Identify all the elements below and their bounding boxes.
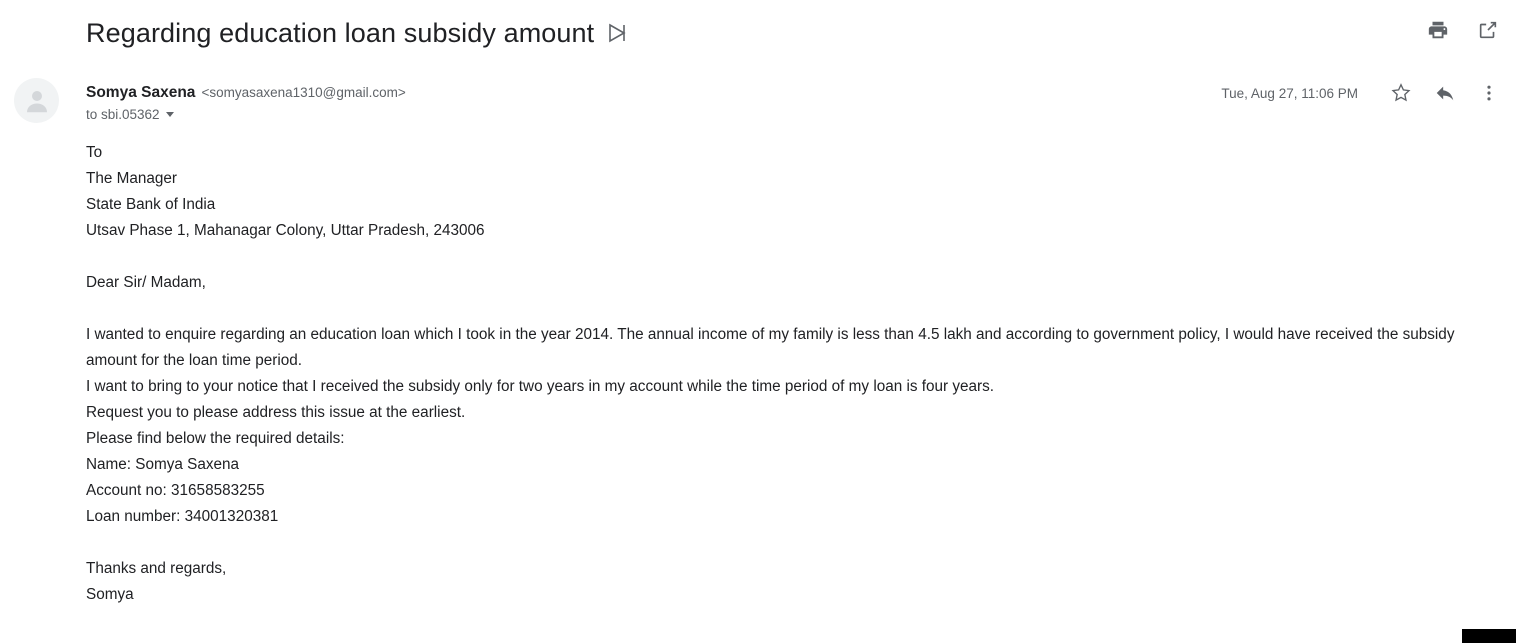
message-actions (1221, 82, 1500, 104)
message-header (0, 66, 1516, 122)
reply-icon[interactable] (1434, 82, 1456, 104)
body-spacer (86, 296, 1486, 322)
sender-email: <somyasaxena1310@gmail.com> (201, 85, 406, 100)
star-icon[interactable] (1390, 82, 1412, 104)
email-body (0, 122, 1516, 608)
page-title: Regarding education loan subsidy amount (86, 17, 595, 48)
email-header (0, 0, 1516, 66)
body-line: Thanks and regards, (86, 560, 227, 577)
open-in-new-window-icon[interactable] (1476, 18, 1500, 42)
body-line: Dear Sir/ Madam, (86, 274, 206, 291)
body-spacer (86, 244, 1486, 270)
body-line: Loan number: 34001320381 (86, 508, 279, 525)
print-icon[interactable] (1426, 18, 1450, 42)
body-line: I wanted to enquire regarding an education loan which I took in the year 2014. The annual income of my family is less than 4.5 lakh and according to government policy, I would have received the subsidy amount for the loan time period. (86, 326, 1455, 369)
sender-name: Somya Saxena (86, 84, 196, 101)
body-line: Somya (86, 586, 134, 603)
more-vertical-icon[interactable] (1478, 82, 1500, 104)
header-actions (1426, 18, 1500, 42)
body-line: The Manager (86, 170, 177, 187)
body-line: To (86, 144, 103, 161)
message-timestamp: Tue, Aug 27, 11:06 PM (1221, 85, 1358, 101)
avatar (14, 78, 59, 123)
recipient-line[interactable] (86, 107, 1500, 122)
bottom-right-bar (1462, 629, 1516, 643)
body-line: State Bank of India (86, 196, 216, 213)
person-avatar-icon (22, 86, 52, 116)
body-line: Utsav Phase 1, Mahanagar Colony, Uttar Pradesh, 243006 (86, 222, 485, 239)
body-line: Account no: 31658583255 (86, 482, 265, 499)
forwarded-arrow-icon (608, 23, 634, 43)
body-line: Name: Somya Saxena (86, 456, 240, 473)
body-line: Please find below the required details: (86, 430, 345, 447)
body-line: I want to bring to your notice that I received the subsidy only for two years in my account while the time period of my loan is four years. (86, 378, 995, 395)
recipient-label: to sbi.05362 (86, 107, 160, 122)
chevron-down-icon[interactable] (166, 112, 174, 117)
body-line: Request you to please address this issue at the earliest. (86, 404, 466, 421)
body-spacer (86, 530, 1486, 556)
